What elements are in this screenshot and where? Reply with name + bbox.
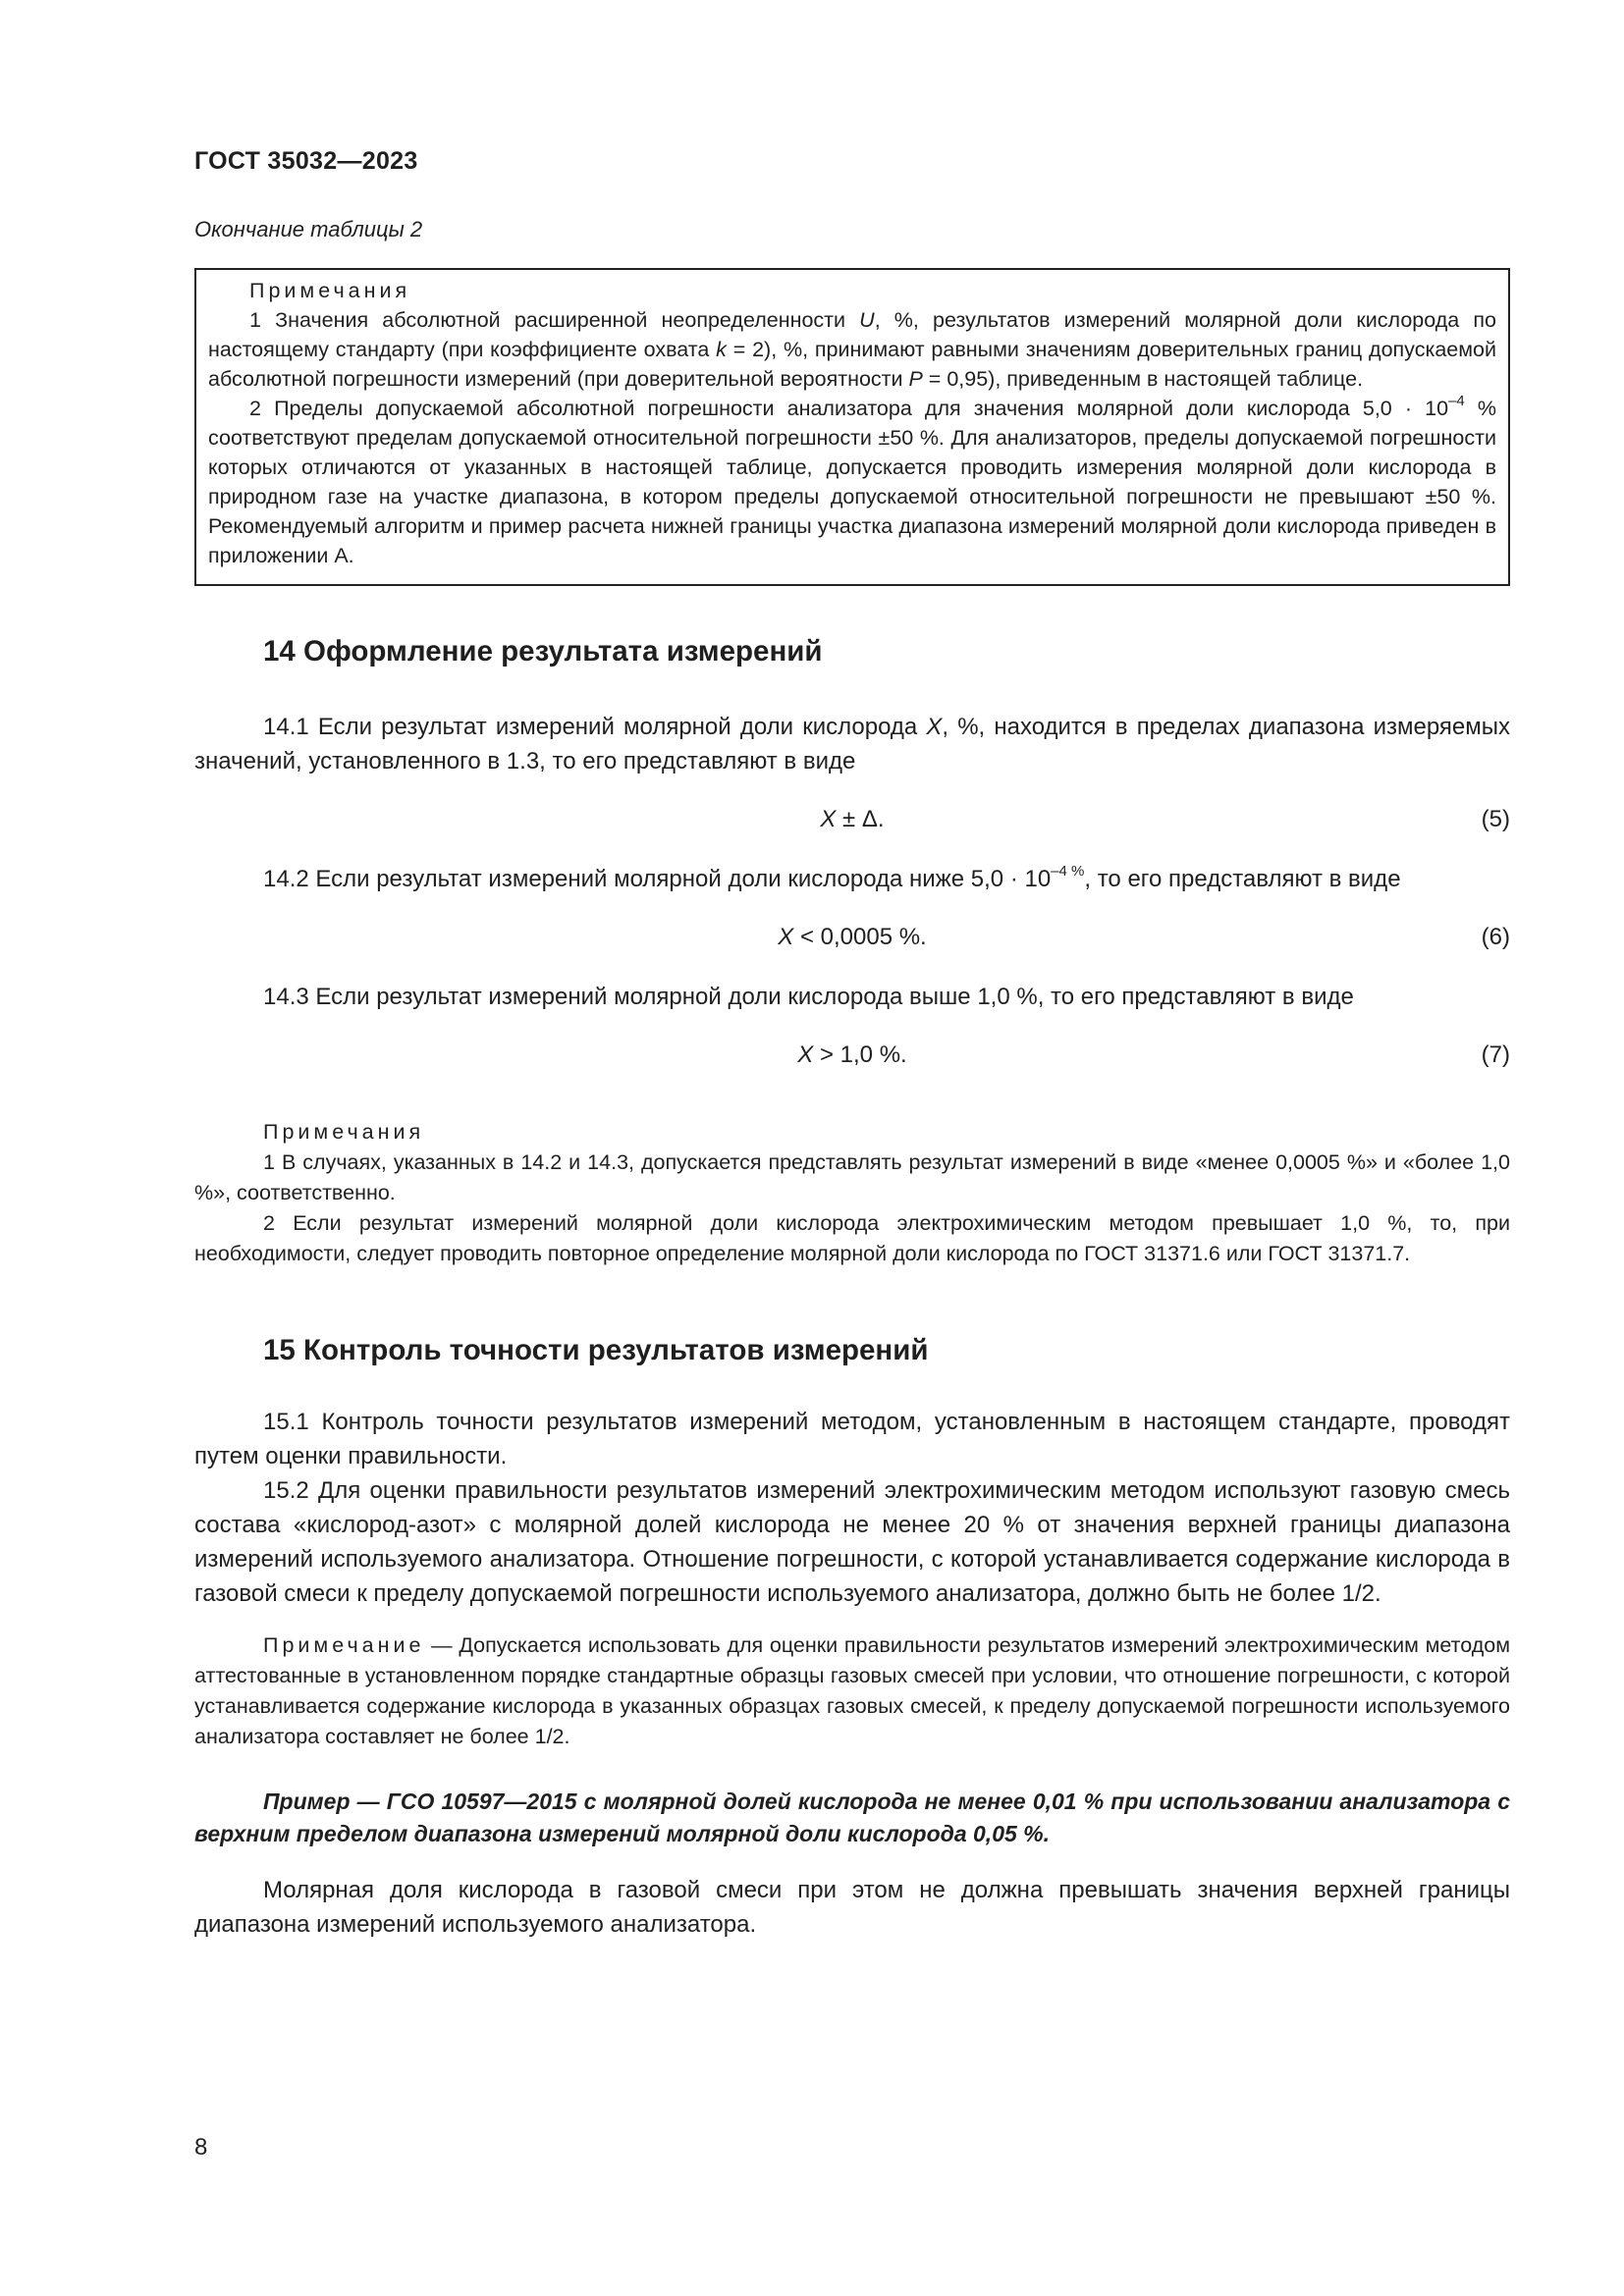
document-code: ГОСТ 35032—2023 [194,147,418,175]
paragraph-15-3: Молярная доля кислорода в газовой смеси при этом не должна превышать значения верхней границы диапазона измерений используемого анализатора. [194,1877,1510,1938]
table-note-2: 2 Пределы допускаемой абсолютной погрешности анализатора для значения молярной доли кислорода $5,0 \cdot 10^{-4}$ % соответствуют пределам допускаемой относительной погрешности ±50 %. Для анализаторов, пределы допускаемой погрешности которых отличаются от указанных в настоящей таблице, допускается проводить измерения молярной доли кислорода в природном газе на участке диапазона, в котором пределы допускаемой относительной погрешности не превышают ±50 %. Рекомендуемый алгоритм и пример расчета нижней границы участка диапазона измерений молярной доли кислорода приведен в приложении А. [208,392,1497,567]
table-notes-box [194,268,1510,586]
section-15-note: Примечание — Допускается использовать для оценки правильности результатов измерений электрохимическим методом аттестованные в установленном порядке стандартные образцы газовых смесей при условии, что отношение погрешности, с которой устанавливается содержание кислорода в указанных образцах газовых смесей, к пределу допускаемой погрешности используемого анализатора составляет не более 1/2. [194,1633,1510,1748]
table-continuation-caption: Окончание таблицы 2 [194,217,423,241]
table-note-1: 1 Значения абсолютной расширенной неопределенности U, %, результатов измерений молярной доли кислорода по настоящему стандарту (при коэффициенте охвата k = 2), %, принимают равными значениям доверительных границ допускаемой абсолютной погрешности измерений (при доверительной вероятности P = 0,95), приведенным в настоящей таблице. [208,308,1496,391]
section-14-note-2: 2 Если результат измерений молярной доли кислорода электрохимическим методом превышает 1,0 %, то, при необходимости, следует проводить повторное определение молярной доли кислорода по ГОСТ 31371.6 или ГОСТ 31371.7. [194,1211,1510,1265]
paragraph-15-1: 15.1 Контроль точности результатов измерений методом, установленным в настоящем стандарте, проводят путем оценки правильности. [194,1409,1510,1469]
section-14-notes-title: Примечания [263,1120,425,1144]
section-14-notes [194,1117,1510,1269]
document-page [194,147,1510,1942]
formula-5-expression: X ± Δ. [820,806,885,832]
formula-6-number: (6) [1481,924,1510,950]
formula-5 [194,802,1510,836]
paragraph-14-3: 14.3 Если результат измерений молярной доли кислорода выше 1,0 %, то его представляют в виде [263,984,1354,1010]
page-number: 8 [194,2134,208,2161]
paragraph-14-1: 14.1 Если результат измерений молярной доли кислорода X, %, находится в пределах диапазона измеряемых значений, установленного в 1.3, то его представляют в виде [194,714,1510,774]
formula-7 [194,1038,1510,1072]
paragraph-15-2: 15.2 Для оценки правильности результатов измерений электрохимическим методом используют газовую смесь состава «кислород-азот» с молярной долей кислорода не менее 20 % от значения верхней границы диапазона измерений используемого анализатора. Отношение погрешности, с которой устанавливается содержание кислорода в газовой смеси к пределу допускаемой погрешности используемого анализатора, должно быть не более 1/2. [194,1477,1510,1607]
formula-6-expression: X < 0,0005 %. [778,924,927,950]
section-15-note-label: Примечание [263,1633,425,1657]
formula-7-number: (7) [1481,1041,1510,1068]
formula-5-number: (5) [1481,806,1510,832]
section-15-heading: 15 Контроль точности результатов измерений [263,1334,929,1366]
formula-6 [194,920,1510,954]
section-15-example: Пример — ГСО 10597—2015 с молярной долей кислорода не менее 0,01 % при использовании анализатора с верхним пределом диапазона измерений молярной доли кислорода 0,05 %. [194,1789,1510,1846]
table-notes-title: Примечания [249,279,411,302]
section-14-heading: 14 Оформление результата измерений [263,635,823,667]
paragraph-14-2: 14.2 Если результат измерений молярной доли кислорода ниже $5,0 \cdot 10^{-4 \%}$, то его представляют в виде [263,863,1401,892]
section-14-note-1: 1 В случаях, указанных в 14.2 и 14.3, допускается представлять результат измерений в виде «менее 0,0005 %» и «более 1,0 %», соответственно. [194,1150,1510,1204]
formula-7-expression: X > 1,0 %. [797,1041,907,1068]
